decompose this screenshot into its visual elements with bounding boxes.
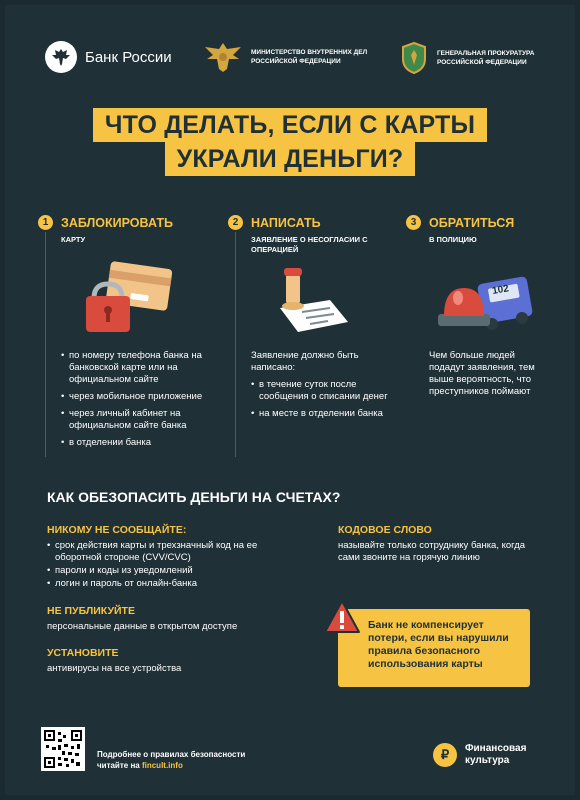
warning-icon xyxy=(323,599,361,635)
step-number: 3 xyxy=(406,215,421,230)
steps xyxy=(38,215,543,455)
qr-code[interactable] xyxy=(41,727,85,771)
list-item: • по номеру телефона банка на банковской карте или на официальном сайте xyxy=(61,350,218,386)
code-word-text: называйте только сотруднику банка, когда сами звоните на горячую линию xyxy=(338,540,526,563)
safety-left-column xyxy=(47,524,297,675)
step-body xyxy=(251,350,396,425)
financial-culture-logo xyxy=(433,743,526,767)
step-subtitle: В ПОЛИЦИЮ xyxy=(429,235,477,244)
install-text: антивирусы на все устройства xyxy=(47,663,182,674)
title-line-2: УКРАЛИ ДЕНЬГИ? xyxy=(165,142,416,176)
list-item: • через мобильное приложение xyxy=(61,391,218,403)
list-item: • пароли и коды из уведомлений xyxy=(47,565,297,577)
eagle-icon xyxy=(45,41,77,73)
footer-text xyxy=(97,749,245,771)
list-item: • в отделении банка xyxy=(61,437,218,449)
card-lock-icon xyxy=(78,260,178,345)
warning-callout xyxy=(323,609,533,689)
safety-title: КАК ОБЕЗОПАСИТЬ ДЕНЬГИ НА СЧЕТАХ? xyxy=(47,489,341,505)
step-write-claim xyxy=(228,215,396,455)
mvd-name: МИНИСТЕРСТВО ВНУТРЕННИХ ДЕЛ РОССИЙСКОЙ ФЕДЕРАЦИИ xyxy=(251,49,368,65)
mvd-emblem-icon xyxy=(203,41,243,73)
code-word-heading: КОДОВОЕ СЛОВО xyxy=(338,524,432,536)
step-contact-police xyxy=(406,215,543,455)
mvd-logo xyxy=(203,41,381,73)
footer-line-2: читайте на fincult.info xyxy=(97,761,183,770)
footer-line-1: Подробнее о правилах безопасности xyxy=(97,750,246,759)
list-item: • через личный кабинет на официальном сайте банка xyxy=(61,408,218,432)
step-subtitle: ЗАЯВЛЕНИЕ О НЕСОГЛАСИИ С ОПЕРАЦИЕЙ xyxy=(251,235,368,254)
bank-of-russia-logo xyxy=(45,41,172,73)
warning-text: Банк не компенсирует потери, если вы нарушили правила безопасного использования карты xyxy=(338,609,530,687)
step-title: ОБРАТИТЬСЯ xyxy=(429,216,515,230)
safety-right-column xyxy=(338,524,538,564)
step-subtitle: КАРТУ xyxy=(61,235,86,244)
step-intro: Заявление должно быть написано: xyxy=(251,350,359,373)
dont-publish-text: персональные данные в открытом доступе xyxy=(47,621,238,632)
poster xyxy=(5,5,575,795)
install-heading: УСТАНОВИТЕ xyxy=(47,647,119,659)
step-block-card xyxy=(38,215,218,455)
step-body xyxy=(61,350,218,454)
police-number-badge: 102 xyxy=(491,283,510,297)
step-number: 1 xyxy=(38,215,53,230)
police-car-siren-icon xyxy=(436,260,536,345)
step-divider xyxy=(235,232,236,457)
dont-publish-heading: НЕ ПУБЛИКУЙТЕ xyxy=(47,605,135,617)
list-item: • логин и пароль от онлайн-банка xyxy=(47,578,297,590)
header xyxy=(45,41,535,81)
financial-culture-text: Финансовая культура xyxy=(465,743,527,766)
dont-tell-heading: НИКОМУ НЕ СООБЩАЙТЕ: xyxy=(47,524,187,536)
step-divider xyxy=(45,232,46,457)
bank-name: Банк России xyxy=(85,48,172,66)
prosecutor-logo xyxy=(399,41,567,75)
step-title: ЗАБЛОКИРОВАТЬ xyxy=(61,216,173,230)
document-stamp-icon xyxy=(268,260,358,345)
list-item: • срок действия карты и трехзначный код на ее оборотной стороне (CVV/CVC) xyxy=(47,540,297,564)
prosecutor-emblem-icon xyxy=(399,41,429,75)
title-line-1: ЧТО ДЕЛАТЬ, ЕСЛИ С КАРТЫ xyxy=(93,108,487,142)
prosecutor-name: ГЕНЕРАЛЬНАЯ ПРОКУРАТУРА РОССИЙСКОЙ ФЕДЕРАЦИИ xyxy=(437,50,535,66)
ruble-icon: ₽ xyxy=(433,743,457,767)
page-title xyxy=(5,108,575,176)
list-item: • на месте в отделении банка xyxy=(251,408,396,420)
step-title: НАПИСАТЬ xyxy=(251,216,321,230)
step-number: 2 xyxy=(228,215,243,230)
step-text: Чем больше людей подадут заявления, тем выше вероятность, что преступников поймают xyxy=(429,350,535,397)
fincult-link[interactable]: fincult.info xyxy=(141,761,183,770)
list-item: • в течение суток после сообщения о списании денег xyxy=(251,379,396,403)
step-body xyxy=(429,350,543,403)
